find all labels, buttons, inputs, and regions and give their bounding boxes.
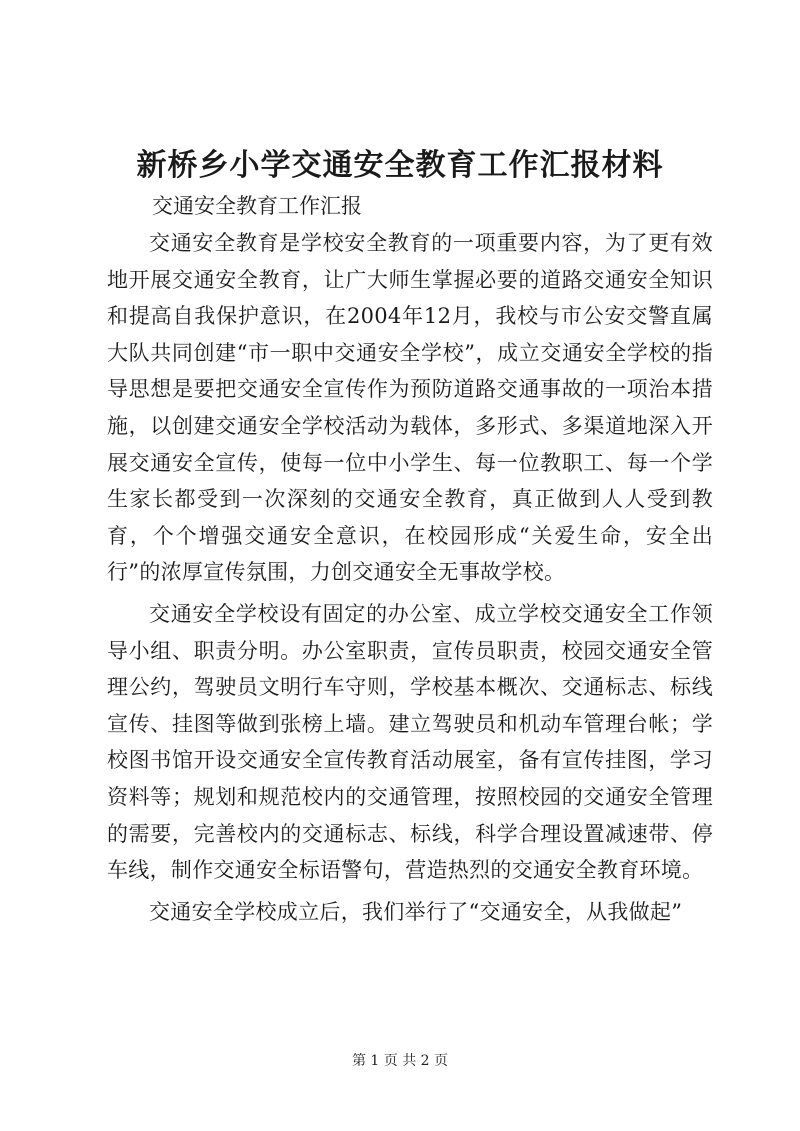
paragraph-2: 交通安全学校设有固定的办公室、成立学校交通安全工作领导小组、职责分明。办公室职责，宣传员职责，校园交通安全管理公约，驾驶员文明行车守则，学校基本概次、交通标志、标线宣传、挂图等做到张榜上墙。建立驾驶员和机动车管理台帐；学校图书馆开设交通安全宣传教育活动展室，备有宣传挂图，学习资料等；规划和规范校内的交通管理，按照校园的交通安全管理的需要，完善校内的交通标志、标线，科学合理设置减速带、停车线，制作交通安全标语警句，营造热烈的交通安全教育环境。: [107, 601, 713, 883]
paragraph-1: 交通安全教育是学校安全教育的一项重要内容，为了更有效地开展交通安全教育，让广大师生掌握必要的道路交通安全知识和提高自我保护意识，在2004年12月，我校与市公安交警直属大队共同创建“市一职中交通安全学校”，成立交通安全学校的指导思想是要把交通安全宣传作为预防道路交通事故的一项治本措施，以创建交通安全学校活动为载体，多形式、多渠道地深入开展交通安全宣传，使每一位中小学生、每一位教职工、每一个学生家长都受到一次深刻的交通安全教育，真正做到人人受到教育，个个增强交通安全意识，在校园形成“关爱生命，安全出行”的浓厚宣传氛围，力创交通安全无事故学校。: [107, 231, 713, 585]
document-subtitle: 交通安全教育工作汇报: [152, 194, 362, 218]
document-title: 新桥乡小学交通安全教育工作汇报材料: [136, 148, 664, 183]
document-body: [107, 225, 713, 935]
paragraph-3: 交通安全学校成立后，我们举行了“交通安全，从我做起”: [149, 899, 683, 924]
page-footer: 第 1 页 共 2 页: [351, 1053, 449, 1069]
